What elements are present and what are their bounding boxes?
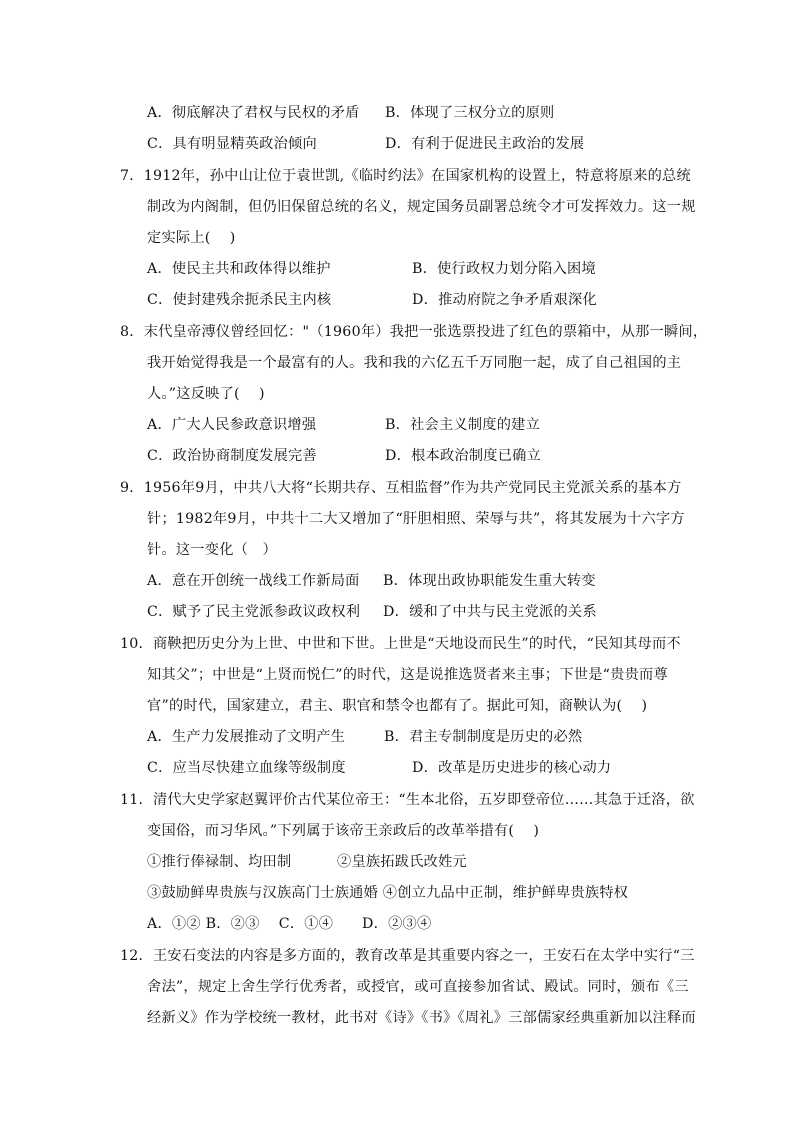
q7-option-c[interactable]: C．使封建残余扼杀民主内核 — [147, 292, 332, 308]
q7-stem-line-3: 定实际上( ) — [147, 230, 236, 246]
q7-options-row-1 — [147, 259, 596, 279]
q12-stem-line-3: 经新义》作为学校统一教材，此书对《诗》《书》《周礼》三部儒家经典重新加以注释而 — [147, 1010, 696, 1026]
q7-stem-line-1: 7．1912年，孙中山让位于袁世凯,《临时约法》在国家机构的设置上，特意将原来的总统 — [120, 168, 691, 184]
q11-stem-line-1: 11．清代大史学家赵翼评价古代某位帝王：“生本北俗，五岁即登帝位……其急于迁洛，欲 — [120, 792, 695, 808]
q9-options-row-2 — [147, 602, 597, 622]
q8-option-b[interactable]: B．社会主义制度的建立 — [385, 417, 541, 433]
q8-stem-line-1: 8．末代皇帝溥仪曾经回忆："（1960年）我把一张选票投进了红色的票箱中，从那一瞬间， — [120, 324, 708, 340]
q9-stem-line-1: 9．1956年9月，中共八大将“长期共存、互相监督”作为共产党同民主党派关系的基本方 — [120, 480, 682, 496]
q11-stem-line-2: 变国俗，而习华风。”下列属于该帝王亲政后的改革举措有( ) — [147, 823, 540, 839]
q8-options-row-1 — [147, 415, 541, 435]
q6-option-a[interactable]: A．彻底解决了君权与民权的矛盾 — [147, 105, 360, 121]
q10-options-row-1 — [147, 727, 583, 747]
q9-option-b[interactable]: B．体现出政协职能发生重大转变 — [383, 573, 596, 589]
q7-stem-line-2: 制改为内阁制，但仍旧保留总统的名义，规定国务员副署总统令才可发挥效力。这一规 — [147, 199, 696, 215]
q8-option-a[interactable]: A．广大人民参政意识增强 — [147, 417, 317, 433]
q7-option-b[interactable]: B．使行政权力划分陷入困境 — [412, 261, 596, 277]
q8-option-d[interactable]: D．根本政治制度已确立 — [385, 448, 542, 464]
q12-stem-line-2: 舍法”，规定上舍生学行优秀者，或授官，或可直接参加省试、殿试。同时，颁布《三 — [147, 979, 689, 995]
q6-options-row-1 — [147, 103, 555, 123]
q8-option-c[interactable]: C．政治协商制度发展完善 — [147, 448, 317, 464]
q7-option-d[interactable]: D．推动府院之争矛盾艰深化 — [412, 292, 597, 308]
q10-option-a[interactable]: A．生产力发展推动了文明产生 — [147, 729, 346, 745]
q7-options-row-2 — [147, 290, 597, 310]
q11-items-row-1 — [147, 852, 467, 872]
q6-options-row-2 — [147, 134, 585, 154]
q9-stem-line-2: 针；1982年9月，中共十二大又增加了“肝胆相照、荣辱与共”，将其发展为十六字方 — [147, 511, 685, 527]
q9-stem-line-3: 针。这一变化（ ） — [147, 542, 277, 558]
q10-stem-line-3: 官”的时代，国家建立，君主、职官和禁令也都有了。据此可知，商鞅认为( ) — [147, 698, 648, 714]
q6-option-c[interactable]: C．具有明显精英政治倾向 — [147, 136, 317, 152]
q10-stem-line-1: 10．商鞅把历史分为上世、中世和下世。上世是“天地设而民生”的时代，“民知其母而不 — [120, 636, 681, 652]
q8-stem-line-2: 我开始觉得我是一个最富有的人。我和我的六亿五千万同胞一起，成了自己祖国的主 — [147, 355, 682, 371]
q11-options-row[interactable]: A．①② B．②③ C．①④ D．②③④ — [147, 916, 432, 932]
q11-items-row-2: ③鼓励鲜卑贵族与汉族高门士族通婚 ④创立九品中正制，维护鲜卑贵族特权 — [147, 885, 629, 901]
q7-option-a[interactable]: A．使民主共和政体得以维护 — [147, 261, 331, 277]
q8-stem-line-3: 人。”这反映了( ) — [147, 386, 265, 402]
q9-options-row-1 — [147, 571, 596, 591]
q9-option-a[interactable]: A．意在开创统一战线工作新局面 — [147, 573, 360, 589]
q6-option-d[interactable]: D．有利于促进民主政治的发展 — [385, 136, 585, 152]
q10-option-b[interactable]: B．君主专制制度是历史的必然 — [384, 729, 583, 745]
q11-item-2: ②皇族拓跋氏改姓元 — [337, 854, 467, 870]
q9-option-d[interactable]: D．缓和了中共与民主党派的关系 — [383, 604, 597, 620]
q10-option-c[interactable]: C．应当尽快建立血缘等级制度 — [147, 760, 346, 776]
q6-option-b[interactable]: B．体现了三权分立的原则 — [385, 105, 555, 121]
q10-options-row-2 — [147, 758, 612, 778]
q11-item-1: ①推行俸禄制、均田制 — [147, 854, 292, 870]
q8-options-row-2 — [147, 446, 542, 466]
q10-option-d[interactable]: D．改革是历史进步的核心动力 — [412, 760, 612, 776]
q12-stem-line-1: 12．王安石变法的内容是多方面的，教育改革是其重要内容之一，王安石在太学中实行“三 — [120, 948, 695, 964]
q9-option-c[interactable]: C．赋予了民主党派参政议政权利 — [147, 604, 361, 620]
q10-stem-line-2: 知其父”；中世是“上贤而悦仁”的时代，这是说推选贤者来主事；下世是“贵贵而尊 — [147, 667, 668, 683]
